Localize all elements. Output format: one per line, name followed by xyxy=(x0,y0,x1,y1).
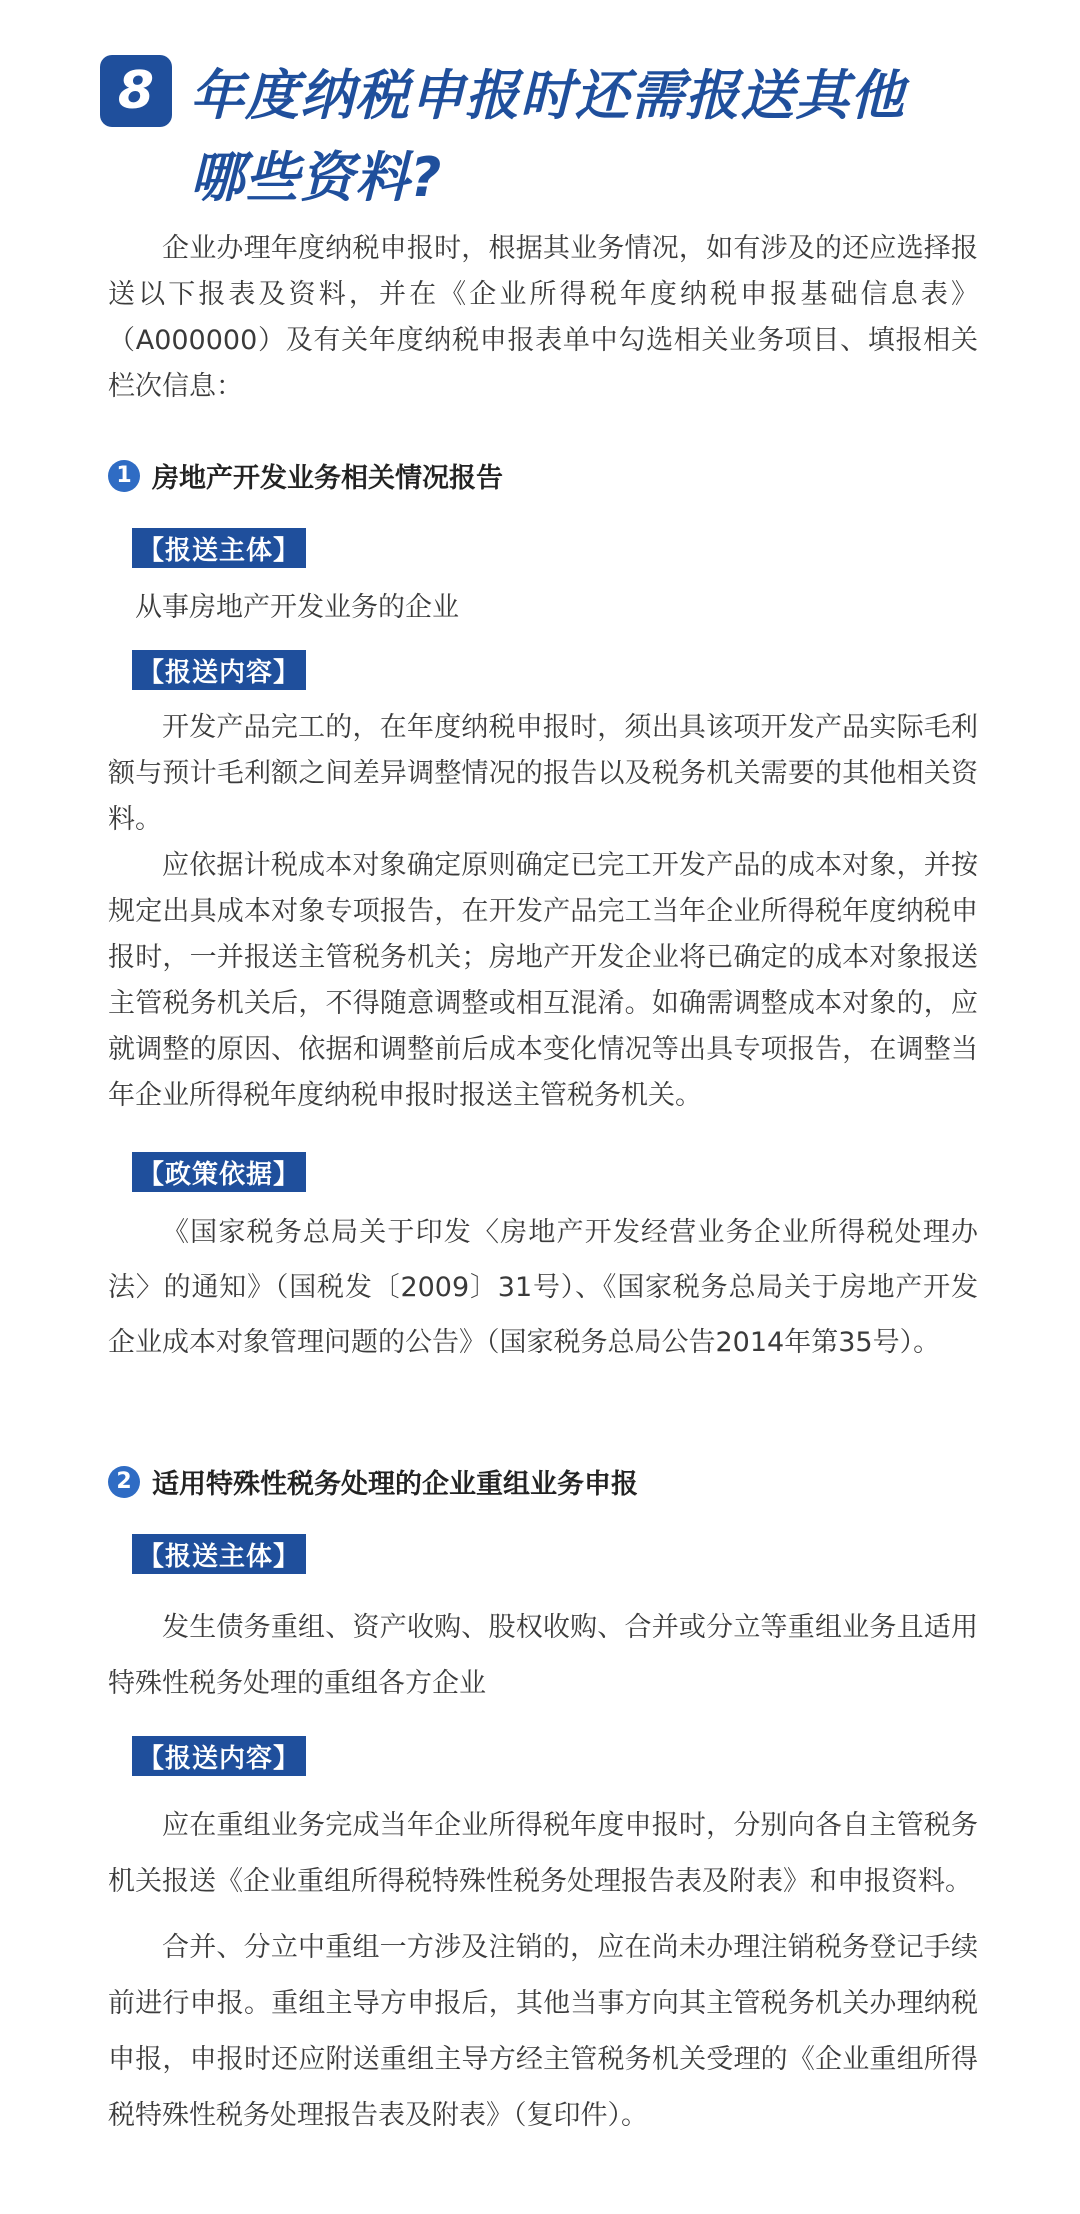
section-1-heading xyxy=(108,456,503,495)
section-2-content-block xyxy=(108,1798,978,2144)
section-1-policy-text: 《国家税务总局关于印发〈房地产开发经营业务企业所得税处理办法〉的通知》（国税发〔2009〕31号）、《国家税务总局关于房地产开发企业成本对象管理问题的公告》（国家税务总局公告2014年第35号）。 xyxy=(108,1217,978,1358)
section-number-badge xyxy=(100,55,172,127)
section-1-title: 房地产开发业务相关情况报告 xyxy=(152,463,503,494)
section-1-policy-tag: 【政策依据】 xyxy=(132,1152,306,1192)
page-title xyxy=(190,55,1010,219)
section-2-title: 适用特殊性税务处理的企业重组业务申报 xyxy=(152,1469,638,1500)
section-1-subject-block xyxy=(108,585,978,631)
section-1-content-paragraph-2: 应依据计税成本对象确定原则确定已完工开发产品的成本对象，并按规定出具成本对象专项报告，在开发产品完工当年企业所得税年度纳税申报时，一并报送主管税务机关；房地产开发企业将已确定的成本对象报送主管税务机关后，不得随意调整或相互混淆。如确需调整成本对象的，应就调整的原因、依据和调整前后成本变化情况等出具专项报告，在调整当年企业所得税年度纳税申报时报送主管税务机关。 xyxy=(108,850,978,1111)
intro-paragraph: 企业办理年度纳税申报时，根据其业务情况，如有涉及的还应选择报送以下报表及资料，并在《企业所得税年度纳税申报基础信息表》（A000000）及有关年度纳税申报表单中勾选相关业务项目、填报相关栏次信息： xyxy=(108,233,978,402)
section-1-policy-block xyxy=(108,1205,978,1370)
section-2-number-icon: 2 xyxy=(108,1466,140,1498)
section-1-content-paragraph-1: 开发产品完工的，在年度纳税申报时，须出具该项开发产品实际毛利额与预计毛利额之间差异调整情况的报告以及税务机关需要的其他相关资料。 xyxy=(108,712,978,835)
section-2-subject-text: 发生债务重组、资产收购、股权收购、合并或分立等重组业务且适用特殊性税务处理的重组各方企业 xyxy=(108,1612,978,1699)
section-2-content-tag: 【报送内容】 xyxy=(132,1736,306,1776)
title-line-2: 哪些资料? xyxy=(190,146,443,209)
section-1-content-tag: 【报送内容】 xyxy=(132,650,306,690)
section-1-content-block xyxy=(108,705,978,1119)
section-2-heading xyxy=(108,1462,638,1501)
section-2-subject-tag: 【报送主体】 xyxy=(132,1534,306,1574)
intro-block xyxy=(108,226,978,410)
section-number: 8 xyxy=(117,61,155,121)
section-1-number-icon: 1 xyxy=(108,460,140,492)
section-2-subject-block xyxy=(108,1600,978,1712)
section-1-subject-tag: 【报送主体】 xyxy=(132,528,306,568)
title-line-1: 年度纳税申报时还需报送其他 xyxy=(190,64,905,127)
section-2-content-paragraph-1: 应在重组业务完成当年企业所得税年度申报时，分别向各自主管税务机关报送《企业重组所得税特殊性税务处理报告表及附表》和申报资料。 xyxy=(108,1810,978,1897)
section-1-subject-text: 从事房地产开发业务的企业 xyxy=(135,592,459,623)
section-2-content-paragraph-2: 合并、分立中重组一方涉及注销的，应在尚未办理注销税务登记手续前进行申报。重组主导方申报后，其他当事方向其主管税务机关办理纳税申报，申报时还应附送重组主导方经主管税务机关受理的《企业重组所得税特殊性税务处理报告表及附表》（复印件）。 xyxy=(108,1932,978,2131)
